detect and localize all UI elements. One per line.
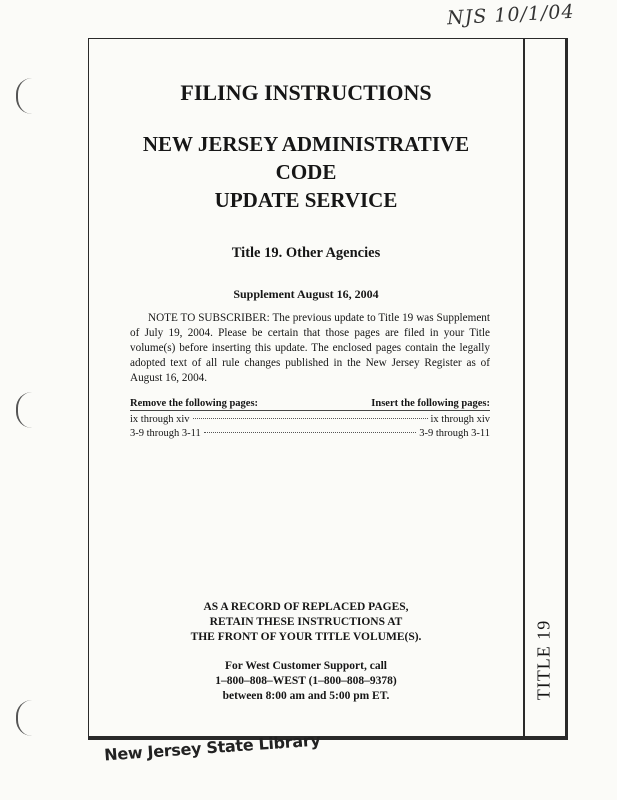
handwritten-note: NJS 10/1/04 bbox=[446, 0, 576, 30]
insert-pages: ix through xiv bbox=[430, 414, 490, 425]
subscriber-note: NOTE TO SUBSCRIBER: The previous update to Title 19 was Supplement of July 19, 2004. Please be certain that those pages are filed in your Title volume(s) before inserting this update. The enclosed pages contain the legally adopted text of all rule changes published in the New Jersey Register as of August 16, 2004. bbox=[130, 312, 490, 384]
retain-line: THE FRONT OF YOUR TITLE VOLUME(S). bbox=[190, 631, 422, 643]
punch-hole bbox=[16, 700, 32, 736]
code-title bbox=[110, 130, 502, 214]
side-tab-label: TITLE 19 bbox=[533, 619, 554, 701]
support-phone: 1–800–808–WEST (1–800–808–9378) bbox=[215, 675, 397, 687]
supplement-date: Supplement August 16, 2004 bbox=[233, 287, 379, 301]
frame-edge bbox=[88, 736, 568, 740]
support-line: For West Customer Support, call bbox=[225, 660, 387, 672]
dot-leader bbox=[204, 432, 416, 433]
remove-pages: ix through xiv bbox=[130, 414, 190, 425]
instructions-content bbox=[110, 70, 502, 441]
code-title-line: UPDATE SERVICE bbox=[214, 188, 398, 212]
footer-instructions bbox=[110, 600, 502, 704]
replacement-header bbox=[130, 398, 490, 411]
support-block bbox=[110, 659, 502, 704]
title-name: Title 19. Other Agencies bbox=[231, 245, 381, 261]
page-title: FILING INSTRUCTIONS bbox=[180, 80, 432, 105]
remove-pages: 3-9 through 3-11 bbox=[130, 428, 201, 439]
library-stamp: New Jersey State Library bbox=[103, 730, 322, 765]
retain-line: RETAIN THESE INSTRUCTIONS AT bbox=[209, 616, 403, 628]
punch-hole bbox=[16, 78, 32, 114]
side-tab bbox=[520, 590, 568, 730]
code-title-line: NEW JERSEY ADMINISTRATIVE CODE bbox=[142, 132, 470, 184]
insert-pages: 3-9 through 3-11 bbox=[419, 428, 490, 439]
table-row bbox=[130, 427, 490, 441]
punch-hole bbox=[16, 392, 32, 428]
table-row bbox=[130, 413, 490, 427]
replacement-table bbox=[110, 398, 502, 441]
remove-header: Remove the following pages: bbox=[130, 398, 259, 409]
dot-leader bbox=[193, 418, 428, 419]
retain-line: AS A RECORD OF REPLACED PAGES, bbox=[203, 601, 409, 613]
insert-header: Insert the following pages: bbox=[371, 398, 490, 409]
support-hours: between 8:00 am and 5:00 pm ET. bbox=[222, 690, 390, 702]
